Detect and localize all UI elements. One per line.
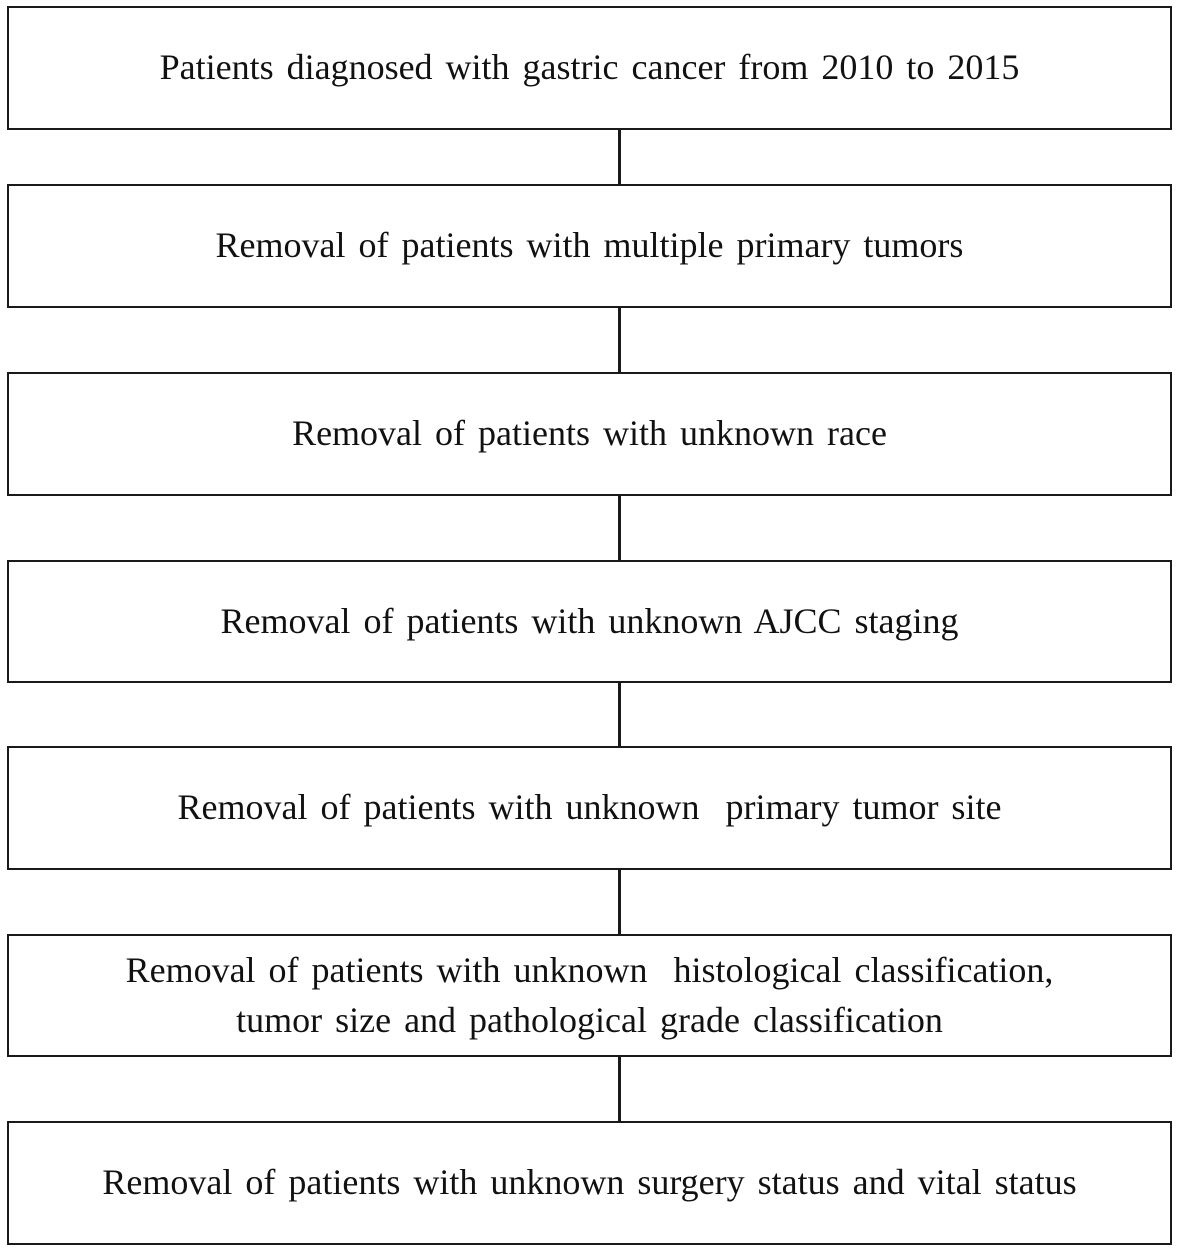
- step-text: Removal of patients with unknown AJCC staging: [220, 600, 959, 641]
- step-box-unknown-primary-tumor-site: [7, 746, 1172, 870]
- step-text: Removal of patients with multiple primary tumors: [215, 225, 964, 266]
- step-box-unknown-race: [7, 372, 1172, 496]
- step-text-block: [126, 946, 1054, 1045]
- connector-line: [618, 130, 621, 184]
- connector-line: [618, 1057, 621, 1121]
- step-text: Removal of patients with unknown race: [292, 413, 887, 454]
- step-box-unknown-ajcc-staging: [7, 560, 1172, 683]
- step-text: Removal of patients with unknown primary tumor site: [177, 787, 1002, 828]
- step-box-unknown-histology-size-grade: [7, 934, 1172, 1057]
- connector-line: [618, 308, 621, 372]
- step-box-multiple-primary-tumors: [7, 184, 1172, 308]
- step-box-unknown-surgery-vital-status: [7, 1121, 1172, 1245]
- step-box-diagnosed-gastric-cancer: [7, 6, 1172, 130]
- step-text-line-2: tumor size and pathological grade classification: [236, 999, 943, 1040]
- step-text-line-1: Removal of patients with unknown histological classification,: [125, 949, 1054, 990]
- step-text: Removal of patients with unknown surgery status and vital status: [102, 1162, 1077, 1203]
- connector-line: [618, 496, 621, 560]
- step-text: Patients diagnosed with gastric cancer from 2010 to 2015: [159, 47, 1020, 88]
- connector-line: [618, 870, 621, 934]
- connector-line: [618, 683, 621, 746]
